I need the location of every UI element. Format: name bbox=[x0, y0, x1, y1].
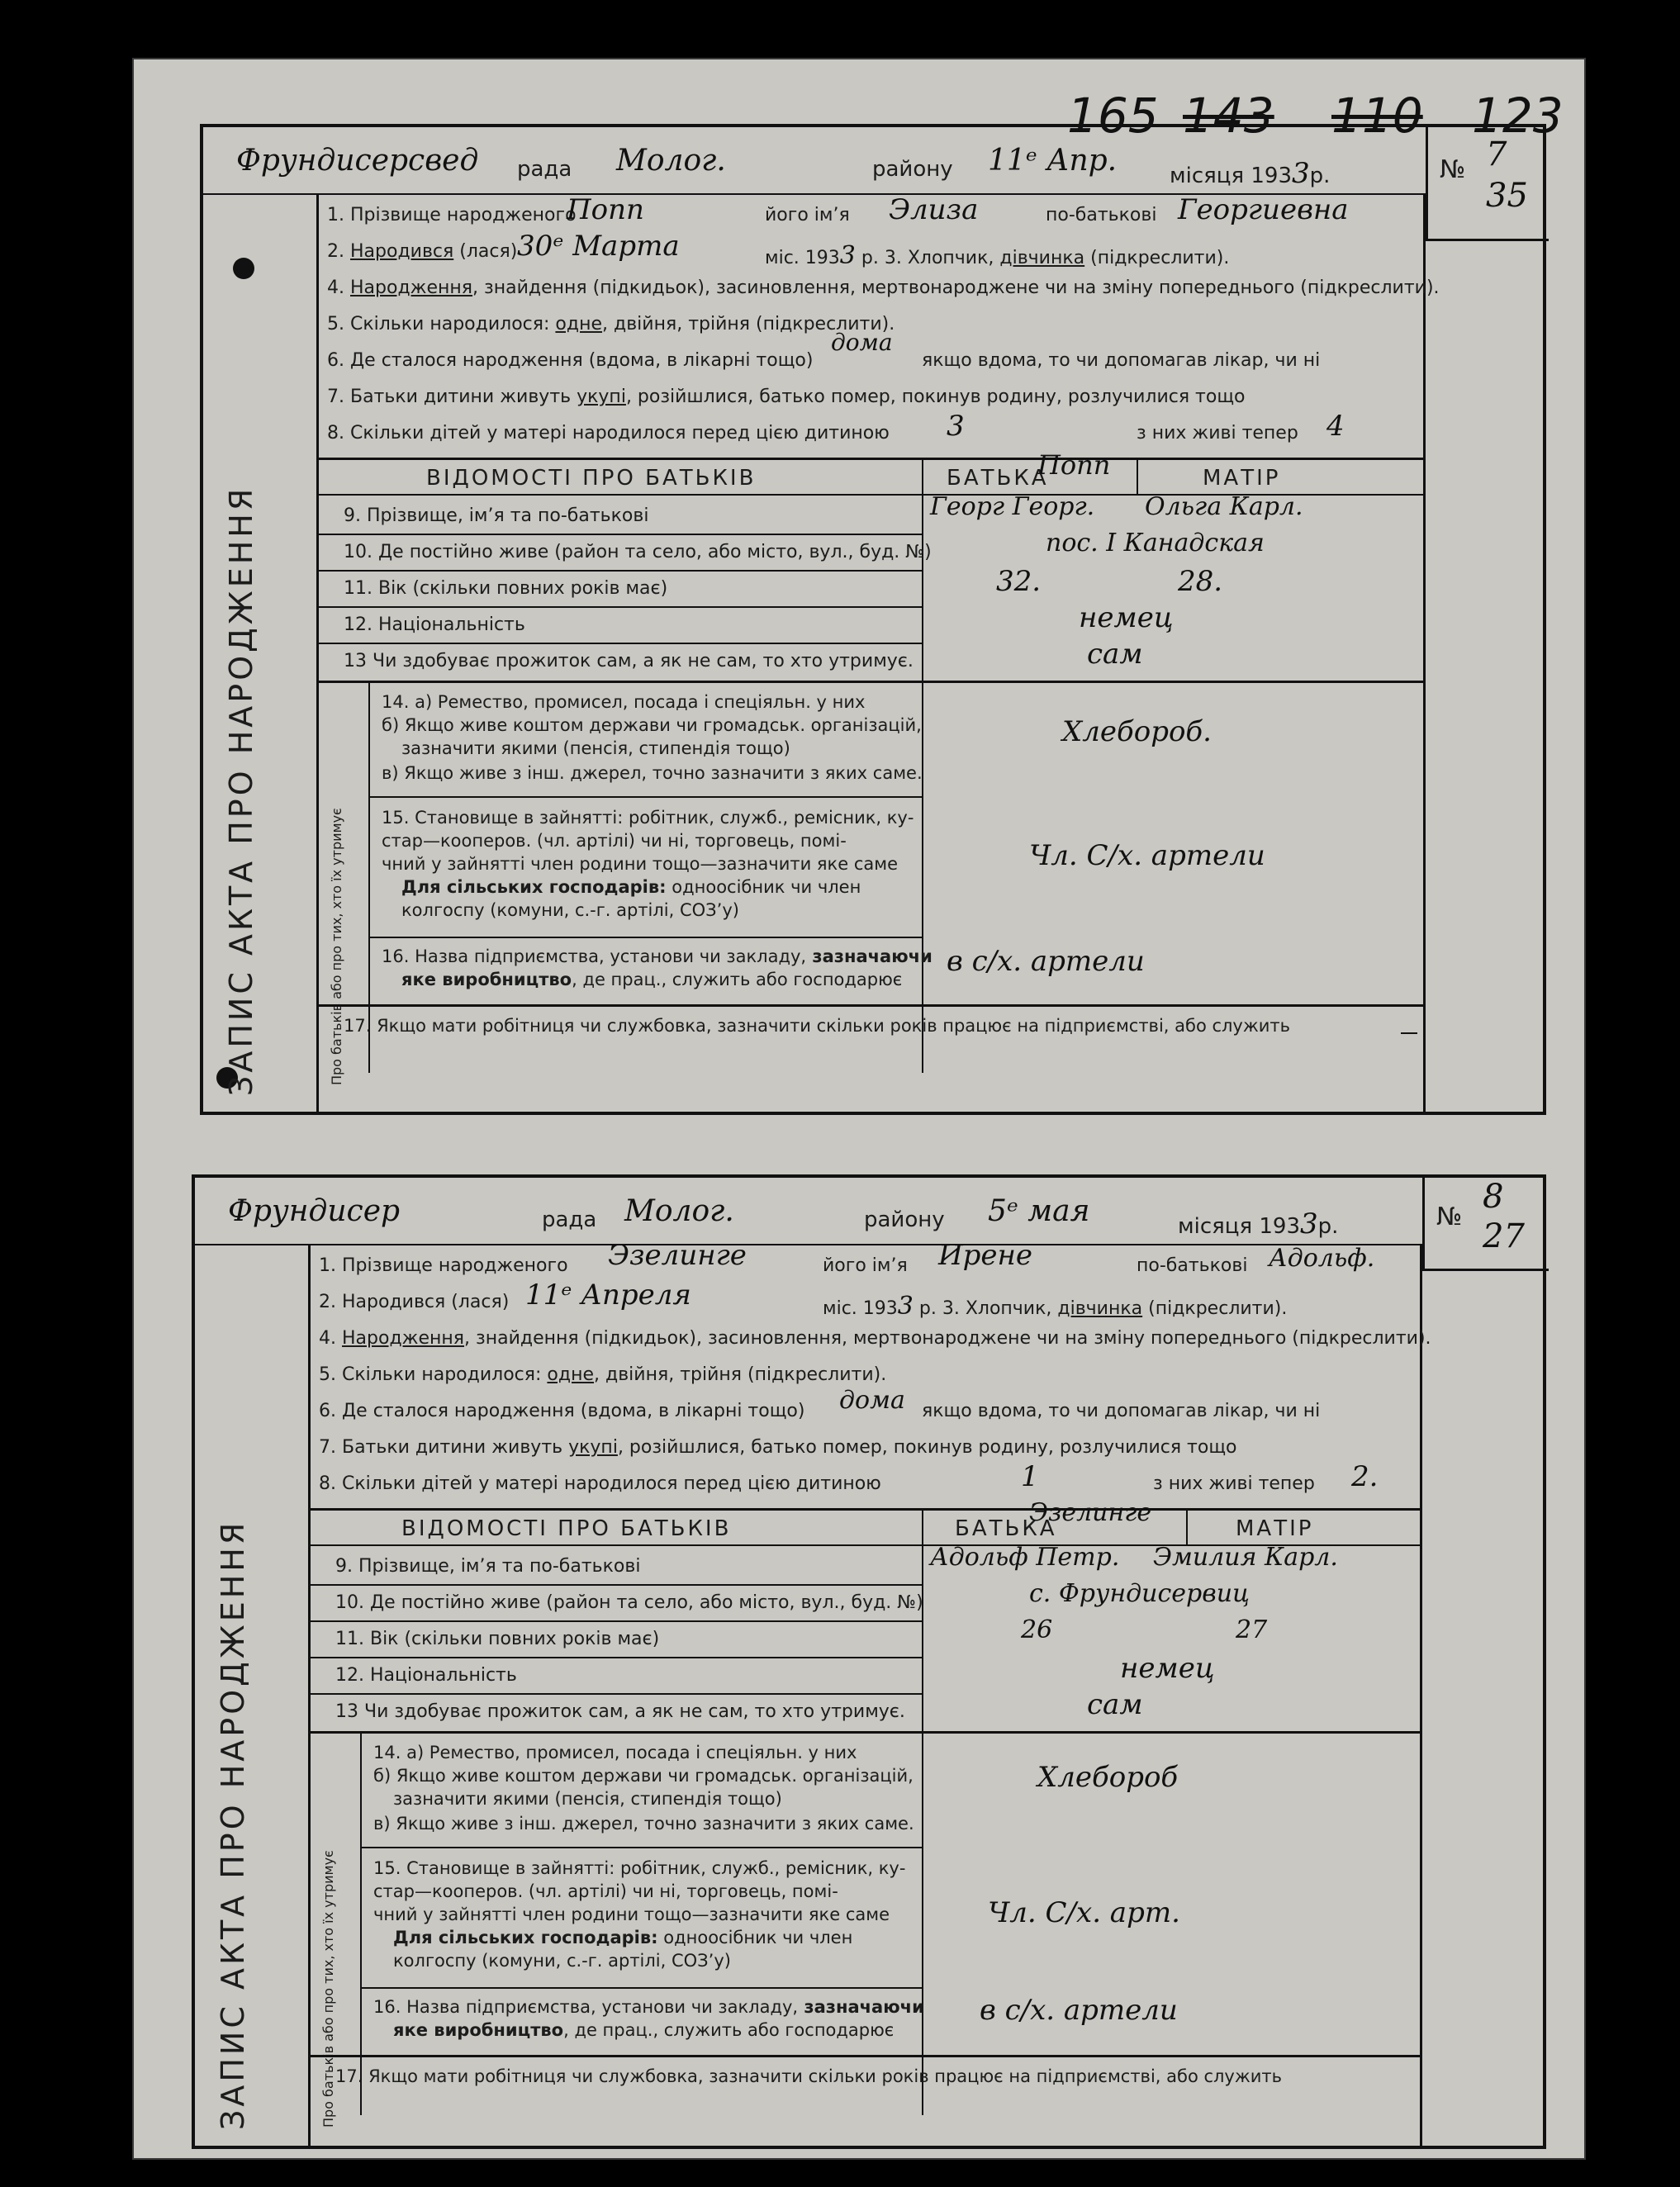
q9-label: 9. Прізвище, ім’я та по-батькові bbox=[344, 505, 649, 526]
q16-l2b: , де прац., служить або господарює bbox=[572, 970, 903, 989]
number-label: № bbox=[1436, 1203, 1463, 1231]
q2-sex-label: р. 3. Хлопчик, bbox=[861, 248, 994, 268]
q16-label: 16. Назва підприємства, установи чи закладу, bbox=[373, 1997, 799, 2017]
q16-l2 bbox=[393, 2020, 894, 2040]
q2-rest bbox=[823, 1292, 1287, 1321]
q16-label: 16. Назва підприємства, установи чи закладу, bbox=[382, 946, 807, 966]
record-title: ЗАПИС АКТА ПРО НАРОДЖЕННЯ bbox=[215, 1519, 251, 2130]
surname-handwritten: Попп bbox=[1037, 449, 1111, 481]
archive-number: 165 bbox=[1067, 88, 1159, 144]
q1-patronymic: Георгиевна bbox=[1178, 193, 1349, 226]
q5-line bbox=[327, 314, 895, 334]
side-note: Про батьків або про тих, хто їх утримує bbox=[329, 808, 344, 1085]
archive-number: 123 bbox=[1472, 88, 1564, 144]
q6-rest: якщо вдома, то чи допомагав лікар, чи ні bbox=[922, 1401, 1321, 1421]
q13-label: 13 Чи здобуває прожиток сам, а як не сам, то хто утримує. bbox=[335, 1701, 905, 1722]
q14a: 14. а) Ремество, промисел, посада і спеціяльн. у них bbox=[382, 692, 866, 712]
q15-l5: колгоспу (комуни, с.-г. артілі, СОЗ’у) bbox=[393, 1951, 731, 1971]
q5-single: одне bbox=[555, 314, 603, 334]
q2-end: (підкреслити). bbox=[1090, 248, 1230, 268]
q1-name: Элиза bbox=[889, 193, 979, 226]
q16-workplace: в с/х. артели bbox=[980, 1994, 1178, 2027]
record-sidebar bbox=[195, 1244, 311, 2147]
q15-l3: чний у зайнятті член родини тощо—зазначити яке саме bbox=[373, 1905, 890, 1924]
parents-header: ВІДОМОСТІ ПРО БАТЬКІВ bbox=[426, 466, 757, 491]
q15-farmers: Для сільських господарів: bbox=[401, 877, 667, 897]
q7-rest: , розійшлися, батько помер, покинув родину, розлучилися тощо bbox=[625, 387, 1246, 407]
q4-birth: Народження bbox=[342, 1328, 465, 1349]
q7-label: 7. Батьки дитини живуть bbox=[319, 1437, 563, 1458]
record-number-box bbox=[1422, 1178, 1549, 1271]
q2-date: 30ᵉ Марта bbox=[517, 230, 680, 263]
q17-label: 17. Якщо мати робітниця чи службовка, зазначити скільки років працює на підприємстві, або служить bbox=[335, 2066, 1283, 2086]
q7-line bbox=[319, 1437, 1237, 1458]
register-number: 27 bbox=[1483, 1217, 1525, 1255]
q2-line bbox=[319, 1292, 509, 1312]
q15-l4b: одноосібник чи член bbox=[666, 877, 861, 897]
q1-patronymic-label: по-батькові bbox=[1137, 1255, 1248, 1276]
q5-label: 5. Скільки народилося: bbox=[319, 1364, 542, 1385]
q15-l2: стар—кооперов. (чл. артілі) чи ні, торговець, помі- bbox=[373, 1881, 838, 1901]
q16-specifying: зазначаючи bbox=[798, 1997, 924, 2017]
q11-mother-age: 28. bbox=[1178, 565, 1223, 598]
year-suffix: р. bbox=[1317, 1214, 1339, 1239]
record-body bbox=[195, 1239, 1431, 2149]
q2-num: 2. bbox=[319, 1292, 336, 1312]
q14c: в) Якщо живе з інш. джерел, точно зазначити з яких саме. bbox=[382, 763, 923, 783]
q14b2: зазначити якими (пенсія, стипендія тощо) bbox=[401, 738, 790, 758]
q14-occupation: Хлебороб bbox=[1037, 1761, 1179, 1794]
q2-year-digit: 3 bbox=[897, 1292, 914, 1321]
mother-header: МАТІР bbox=[1203, 466, 1281, 491]
mother-header: МАТІР bbox=[1236, 1516, 1314, 1541]
q16-production: яке виробництво bbox=[393, 2020, 564, 2040]
q2-date: 11ᵉ Апреля bbox=[525, 1279, 691, 1312]
q16-l2b: , де прац., служить або господарює bbox=[563, 2020, 895, 2040]
q2-month-label: міс. 193 bbox=[765, 248, 840, 268]
q7-line bbox=[327, 387, 1246, 407]
q13-support: сам bbox=[1087, 638, 1143, 671]
q8-alive: 2. bbox=[1351, 1460, 1379, 1493]
archive-number-struck: 110 bbox=[1331, 88, 1423, 144]
q6-place: дома bbox=[839, 1386, 905, 1415]
q1-name-label: його ім’я bbox=[765, 205, 850, 225]
q1-patronymic-label: по-батькові bbox=[1046, 205, 1157, 225]
q7-together: укупі bbox=[577, 387, 626, 407]
year-field bbox=[1178, 1207, 1338, 1241]
q1-label: 1. Прізвище народженого bbox=[319, 1255, 568, 1276]
q15-status: Чл. С/х. артели bbox=[1029, 839, 1265, 872]
q14b: б) Якщо живе коштом держави чи громадськ. організацій, bbox=[382, 715, 922, 735]
q11-label: 11. Вік (скільки повних років має) bbox=[344, 578, 668, 599]
side-note: Про батьків або про тих, хто їх утримує bbox=[320, 1850, 336, 2128]
q4-num: 4. bbox=[319, 1328, 336, 1349]
q15-status: Чл. С/х. арт. bbox=[988, 1896, 1180, 1929]
q15-l2: стар—кооперов. (чл. артілі) чи ні, торговець, помі- bbox=[382, 831, 847, 851]
council-label: рада bbox=[542, 1207, 597, 1232]
q4-rest: , знайдення (підкидьок), засиновлення, мертвонароджене чи на зміну попереднього (підкреслити). bbox=[472, 278, 1440, 298]
q2-rest bbox=[765, 241, 1229, 270]
q10-label: 10. Де постійно живе (район та село, або місто, вул., буд. №) bbox=[344, 542, 932, 562]
q8-alive: 4 bbox=[1326, 410, 1345, 443]
q2-born: Народився bbox=[342, 1292, 446, 1312]
q14a: 14. а) Ремество, промисел, посада і спеціяльн. у них bbox=[373, 1743, 857, 1762]
q10-residence: с. Фрундисервиц bbox=[1029, 1579, 1250, 1608]
record-number: 8 bbox=[1483, 1178, 1504, 1216]
q15-l5: колгоспу (комуни, с.-г. артілі, СОЗ’у) bbox=[401, 900, 739, 920]
q12-label: 12. Національність bbox=[335, 1665, 517, 1686]
q14b2: зазначити якими (пенсія, стипендія тощо) bbox=[393, 1789, 782, 1809]
q9-label: 9. Прізвище, ім’я та по-батькові bbox=[335, 1556, 641, 1577]
q5-single: одне bbox=[547, 1364, 595, 1385]
q2-suffix: (лася) bbox=[459, 241, 518, 262]
q8-count: 1 bbox=[1021, 1460, 1039, 1493]
q1-name-label: його ім’я bbox=[823, 1255, 908, 1276]
q9-father: Адольф Петр. bbox=[930, 1543, 1120, 1572]
district-handwritten: Молог. bbox=[624, 1194, 734, 1228]
q16-l1 bbox=[382, 946, 933, 966]
year-digit: 3 bbox=[1300, 1207, 1318, 1241]
q1-label: 1. Прізвище народженого bbox=[327, 205, 577, 225]
father-header: БАТЬКА bbox=[947, 466, 1049, 491]
q4-rest: , знайдення (підкидьок), засиновлення, мертвонароджене чи на зміну попереднього (підкреслити). bbox=[464, 1328, 1431, 1349]
q2-end: (підкреслити). bbox=[1148, 1298, 1288, 1319]
q16-production: яке виробництво bbox=[401, 970, 572, 989]
q17-label: 17. Якщо мати робітниця чи службовка, зазначити скільки років працює на підприємстві, або служить bbox=[344, 1016, 1291, 1036]
q14-occupation: Хлебороб. bbox=[1062, 715, 1212, 748]
q14c: в) Якщо живе з інш. джерел, точно зазначити з яких саме. bbox=[373, 1814, 914, 1834]
father-header: БАТЬКА bbox=[955, 1516, 1057, 1541]
district-label: району bbox=[872, 157, 953, 182]
q9-mother: Ольга Карл. bbox=[1145, 492, 1303, 521]
q11-label: 11. Вік (скільки повних років має) bbox=[335, 1629, 660, 1649]
q2-suffix: (лася) bbox=[451, 1292, 510, 1312]
q2-line bbox=[327, 241, 517, 262]
q8-count: 3 bbox=[947, 410, 965, 443]
q12-nationality: немец bbox=[1079, 601, 1174, 634]
q2-girl: дівчинка bbox=[999, 248, 1085, 268]
q9-father: Георг Георг. bbox=[930, 492, 1095, 521]
q6-place: дома bbox=[831, 329, 893, 356]
record-number: 7 bbox=[1486, 135, 1507, 173]
q8-rest: з них живі тепер bbox=[1137, 423, 1298, 444]
year-suffix: р. bbox=[1309, 164, 1331, 188]
q15-l4 bbox=[393, 1928, 852, 1947]
q11-father-age: 32. bbox=[996, 565, 1042, 598]
q5-rest: , двійня, трійня (підкреслити). bbox=[602, 314, 895, 334]
district-label: району bbox=[864, 1207, 945, 1232]
q2-year-digit: 3 bbox=[839, 241, 856, 270]
month-label: місяця 193 bbox=[1178, 1214, 1301, 1239]
q16-l2 bbox=[401, 970, 902, 989]
q4-line bbox=[327, 278, 1440, 298]
q4-num: 4. bbox=[327, 278, 344, 298]
q1-surname: Эзелинге bbox=[608, 1239, 747, 1272]
year-digit: 3 bbox=[1292, 157, 1310, 190]
month-label: місяця 193 bbox=[1170, 164, 1293, 188]
q16-workplace: в с/х. артели bbox=[947, 945, 1145, 978]
q15-l4b: одноосібник чи член bbox=[657, 1928, 853, 1947]
q2-sex-label: р. 3. Хлопчик, bbox=[918, 1298, 1052, 1319]
q13-support: сам bbox=[1087, 1688, 1143, 1721]
q2-month-label: міс. 193 bbox=[823, 1298, 898, 1319]
parents-header: ВІДОМОСТІ ПРО БАТЬКІВ bbox=[401, 1516, 732, 1541]
q1-surname: Попп bbox=[567, 193, 644, 226]
q15-l1: 15. Становище в зайнятті: робітник, служб., ремісник, ку- bbox=[373, 1858, 906, 1878]
surname-handwritten: Эзелинге bbox=[1029, 1498, 1152, 1527]
q8-label: 8. Скільки дітей у матері народилося перед цією дитиною bbox=[319, 1473, 881, 1494]
q2-girl: дівчинка bbox=[1057, 1298, 1143, 1319]
archive-number-struck: 143 bbox=[1183, 88, 1274, 144]
q6-rest: якщо вдома, то чи допомагав лікар, чи ні bbox=[922, 350, 1321, 371]
q9-mother: Эмилия Карл. bbox=[1153, 1543, 1338, 1572]
q14b: б) Якщо живе коштом держави чи громадськ. організацій, bbox=[373, 1766, 914, 1786]
council-handwritten: Фрундисерсвед bbox=[236, 144, 479, 178]
q15-l4 bbox=[401, 877, 861, 897]
record-title: ЗАПИС АКТА ПРО НАРОДЖЕННЯ bbox=[223, 485, 259, 1096]
district-handwritten: Молог. bbox=[616, 144, 726, 178]
archive-page bbox=[132, 58, 1586, 2160]
council-handwritten: Фрундисер bbox=[228, 1194, 401, 1228]
register-number: 35 bbox=[1486, 177, 1528, 215]
record-number-box bbox=[1426, 127, 1549, 241]
q10-label: 10. Де постійно живе (район та село, або місто, вул., буд. №) bbox=[335, 1592, 923, 1613]
q5-label: 5. Скільки народилося: bbox=[327, 314, 550, 334]
q11-father-age: 26 bbox=[1021, 1615, 1053, 1644]
record-sidebar bbox=[203, 193, 319, 1112]
q8-rest: з них живі тепер bbox=[1153, 1473, 1315, 1494]
q15-l1: 15. Становище в зайнятті: робітник, служб., ремісник, ку- bbox=[382, 808, 914, 828]
q1-patronymic: Адольф. bbox=[1269, 1244, 1375, 1273]
date-handwritten: 11ᵉ Апр. bbox=[988, 144, 1118, 178]
q15-farmers: Для сільських господарів: bbox=[393, 1928, 658, 1947]
q11-mother-age: 27 bbox=[1236, 1615, 1268, 1644]
birth-record-card bbox=[192, 1174, 1546, 2149]
q7-together: укупі bbox=[568, 1437, 618, 1458]
council-label: рада bbox=[517, 157, 572, 182]
q4-line bbox=[319, 1328, 1431, 1349]
q4-birth: Народження bbox=[350, 278, 473, 298]
q5-line bbox=[319, 1364, 886, 1385]
q12-nationality: немец bbox=[1120, 1652, 1215, 1685]
q12-label: 12. Національність bbox=[344, 614, 525, 635]
birth-record-card bbox=[200, 124, 1546, 1115]
q2-born: Народився bbox=[350, 241, 454, 262]
q1-name: Ирене bbox=[938, 1239, 1033, 1272]
q5-rest: , двійня, трійня (підкреслити). bbox=[594, 1364, 887, 1385]
record-body bbox=[203, 193, 1440, 1115]
q6-label: 6. Де сталося народження (вдома, в лікарні тощо) bbox=[327, 350, 814, 371]
date-handwritten: 5ᵉ мая bbox=[988, 1194, 1090, 1228]
q16-specifying: зазначаючи bbox=[806, 946, 933, 966]
q6-label: 6. Де сталося народження (вдома, в лікарні тощо) bbox=[319, 1401, 805, 1421]
number-label: № bbox=[1440, 155, 1466, 184]
q16-l1 bbox=[373, 1997, 924, 2017]
q13-label: 13 Чи здобуває прожиток сам, а як не сам, то хто утримує. bbox=[344, 651, 914, 671]
q10-residence: пос. I Канадская bbox=[1046, 529, 1265, 557]
q2-num: 2. bbox=[327, 241, 344, 262]
q15-l3: чний у зайнятті член родини тощо—зазначити яке саме bbox=[382, 854, 898, 874]
q8-label: 8. Скільки дітей у матері народилося перед цією дитиною bbox=[327, 423, 890, 444]
q7-label: 7. Батьки дитини живуть bbox=[327, 387, 572, 407]
year-field bbox=[1170, 157, 1330, 190]
q7-rest: , розійшлися, батько помер, покинув родину, розлучилися тощо bbox=[617, 1437, 1237, 1458]
